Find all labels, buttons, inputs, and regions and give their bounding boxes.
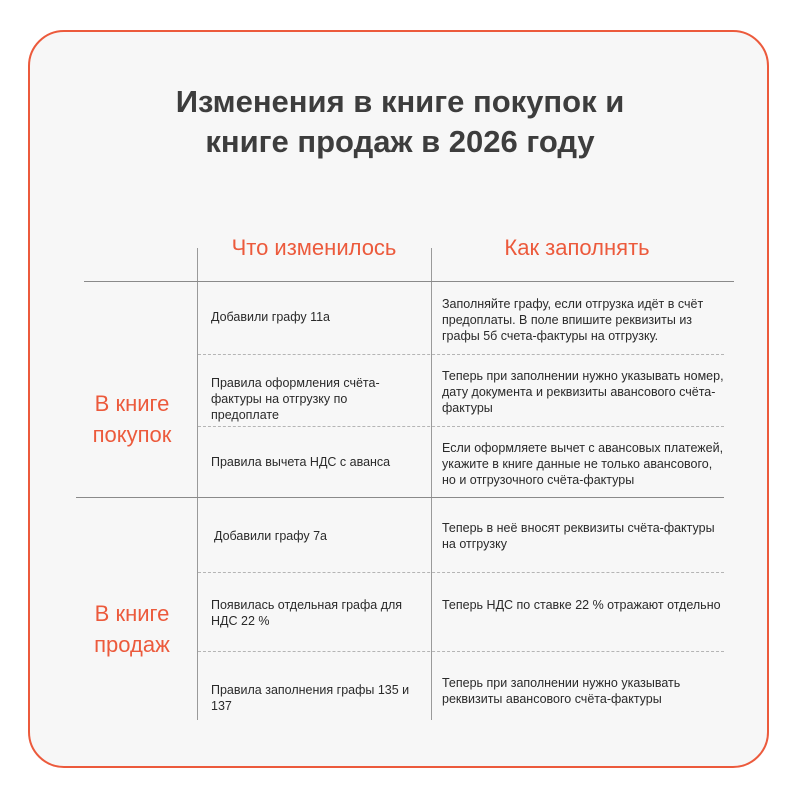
- cell-what: Правила оформления счёта-фактуры на отгрузку по предоплате: [211, 376, 380, 422]
- row-divider: [198, 426, 724, 427]
- title-line-1: Изменения в книге покупок и: [175, 84, 625, 119]
- group-label-line: продаж: [94, 632, 170, 657]
- cell-how: Теперь НДС по ставке 22 % отражают отдельно: [442, 598, 721, 612]
- page-title: [0, 82, 800, 162]
- row-divider: [198, 651, 724, 652]
- cell-what: Правила вычета НДС с аванса: [211, 455, 391, 469]
- header-divider: [84, 281, 734, 282]
- cell-how: Теперь при заполнении нужно указывать реквизиты авансового счёта-фактуры: [442, 676, 681, 706]
- group-label-line: покупок: [92, 422, 172, 447]
- group-divider: [76, 497, 724, 498]
- column-header-how: Как заполнять: [504, 235, 650, 260]
- cell-how: Теперь при заполнении нужно указывать номер, дату документа и реквизиты авансового счёта-фактуры: [442, 369, 724, 415]
- group-label-line: В книге: [94, 601, 170, 626]
- cell-what: Появилась отдельная графа для НДС 22 %: [211, 598, 403, 628]
- row-divider: [198, 572, 724, 573]
- column-divider-middle: [431, 248, 432, 720]
- cell-how: Заполняйте графу, если отгрузка идёт в счёт предоплаты. В поле впишите реквизиты из графы 5б счета-фактуры на отгрузку.: [442, 297, 704, 343]
- cell-what: Правила заполнения графы 135 и 137: [211, 683, 410, 713]
- cell-what: Добавили графу 11а: [211, 310, 331, 324]
- column-header-what: Что изменилось: [231, 235, 397, 260]
- group-label-purchases: [76, 388, 188, 450]
- cell-what: Добавили графу 7а: [214, 529, 327, 543]
- cell-how: Теперь в неё вносят реквизиты счёта-фактуры на отгрузку: [442, 521, 715, 551]
- group-label-sales: [76, 598, 188, 660]
- title-line-2: книге продаж в 2026 году: [205, 124, 595, 159]
- row-divider: [198, 354, 724, 355]
- group-label-line: В книге: [94, 391, 170, 416]
- cell-how: Если оформляете вычет с авансовых платежей, укажите в книге данные не только авансового, но и отгрузочного счёта-фактуры: [442, 441, 724, 487]
- column-divider-left: [197, 248, 198, 720]
